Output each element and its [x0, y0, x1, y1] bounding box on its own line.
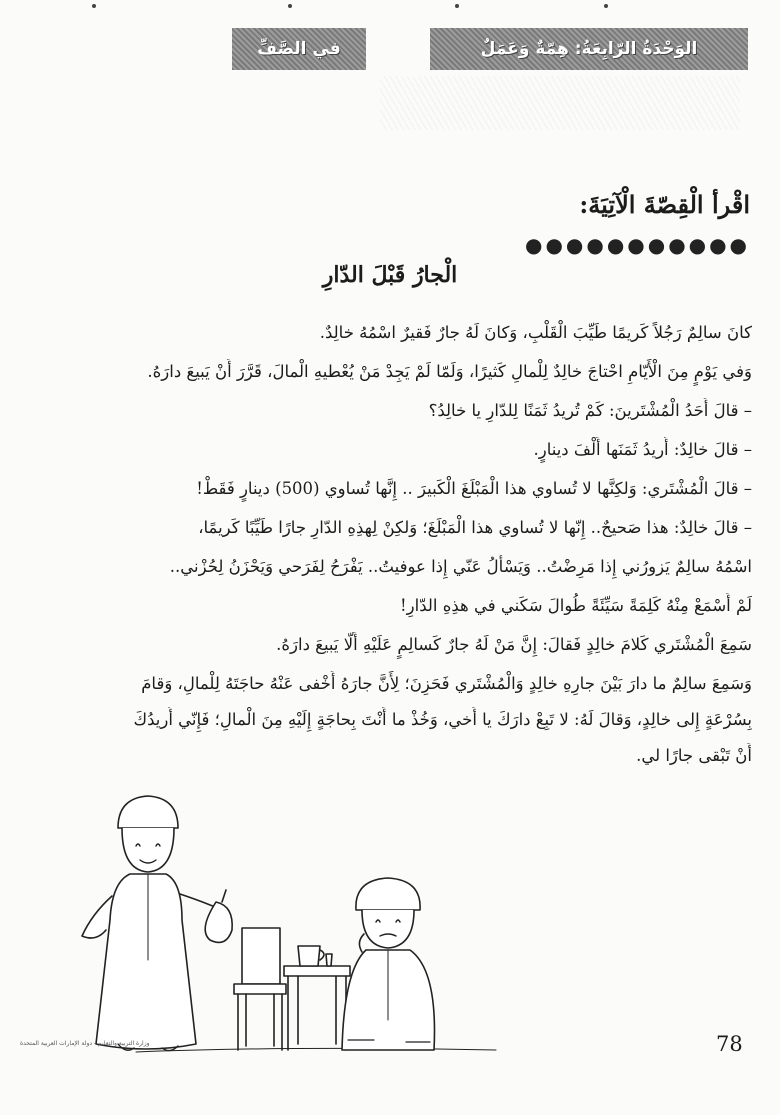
dialogue-line: – قالَ خالِدٌ: هذا صَحيحٌ.. إِنّها لا تُساوي هذا الْمَبْلَغَ؛ وَلكِنْ لِهذِهِ الدّارِ جارًا طَيِّبًا كَريمًا، — [198, 518, 752, 537]
unit-banner — [430, 28, 748, 70]
dialogue-line: – قالَ الْمُشْتَري: وَلكِنَّها لا تُساوي هذا الْمَبْلَغَ الْكَبيرَ .. إِنَّها تُساوي (500) دينارٍ فَقَطْ! — [196, 479, 752, 498]
section-banner — [232, 28, 366, 70]
story-paragraph: كانَ سالِمٌ رَجُلاً كَريمًا طَيِّبَ الْقَلْبِ، وَكانَ لَهُ جارٌ فَقيرٌ اسْمُهُ خالِدٌ. — [319, 323, 752, 342]
sitting-man-figure — [342, 878, 435, 1050]
standing-man-figure — [82, 796, 232, 1051]
story-body — [28, 320, 752, 779]
scan-texture — [380, 76, 740, 130]
story-paragraph: وَفي يَوْمٍ مِنَ الْأَيّامِ احْتاجَ خالِدٌ لِلْمالِ كَثيرًا، وَلَمّا لَمْ يَجِدْ مَنْ يُعْطيهِ الْمالَ، قَرَّرَ أَنْ يَبيعَ دارَهُ. — [147, 362, 752, 381]
dialogue-line: – قالَ خالِدٌ: أُريدُ ثَمَنَها أَلْفَ دينارٍ. — [533, 440, 752, 459]
story-paragraph: سَمِعَ الْمُشْتَري كَلامَ خالِدٍ فَقالَ: إِنَّ مَنْ لَهُ جارٌ كَسالِمٍ عَلَيْهِ أَلّا يَبيعَ دارَهُ. — [276, 635, 752, 654]
story-paragraph: بِسُرْعَةٍ إِلى خالِدٍ، وَقالَ لَهُ: لا تَبِعْ دارَكَ يا أَخي، وَخُذْ ما أَنْتَ بِحاجَةٍ إِلَيْهِ مِنَ الْمالِ؛ فَإِنّي أُريدُكَ — [133, 710, 752, 729]
unit-label: الوَحْدَةُ الرّابِعَةُ: هِمّةٌ وَعَمَلٌ — [480, 39, 698, 59]
dialogue-line: اسْمُهُ سالِمٌ يَزورُني إِذا مَرِضْتُ.. وَيَسْأَلُ عَنّي إِذا عوفيتُ.. يَفْرَحُ لِفَرَحي وَيَحْزَنُ لِحُزْني.. — [169, 557, 752, 576]
top-edge-marks — [0, 0, 780, 16]
dialogue-line: لَمْ أَسْمَعْ مِنْهُ كَلِمَةً سَيِّئَةً طُوالَ سَكَني في هذِهِ الدّارِ! — [400, 596, 752, 615]
section-label: في الصَّفِّ — [257, 39, 341, 59]
page-number: 78 — [716, 1032, 743, 1056]
table-drawing — [284, 946, 350, 1050]
instruction-dotted-rule: ●●●●●●●●●●● — [525, 233, 750, 257]
story-title: الْجارُ قَبْلَ الدّارِ — [322, 262, 458, 288]
reading-instruction: اقْرأ الْقِصّةَ الْآتِيَةَ: — [579, 190, 750, 219]
story-paragraph: وَسَمِعَ سالِمٌ ما دارَ بَيْنَ جارِهِ خالِدٍ وَالْمُشْتَري فَحَزِنَ؛ لِأَنَّ جارَهُ أَخْفى عَنْهُ حاجَتَهُ لِلْمالِ، وَقامَ — [141, 674, 752, 693]
chair-drawing — [234, 928, 286, 1050]
dialogue-line: – قالَ أَحَدُ الْمُشْتَرينَ: كَمْ تُريدُ ثَمَنًا لِلدّارِ يا خالِدُ؟ — [428, 401, 752, 420]
story-illustration — [26, 770, 506, 1070]
story-paragraph: أَنْ تَبْقى جارًا لي. — [636, 746, 752, 765]
publisher-note: وزارة التربية والتعليم - دولة الإمارات العربية المتحدة — [20, 1040, 150, 1047]
